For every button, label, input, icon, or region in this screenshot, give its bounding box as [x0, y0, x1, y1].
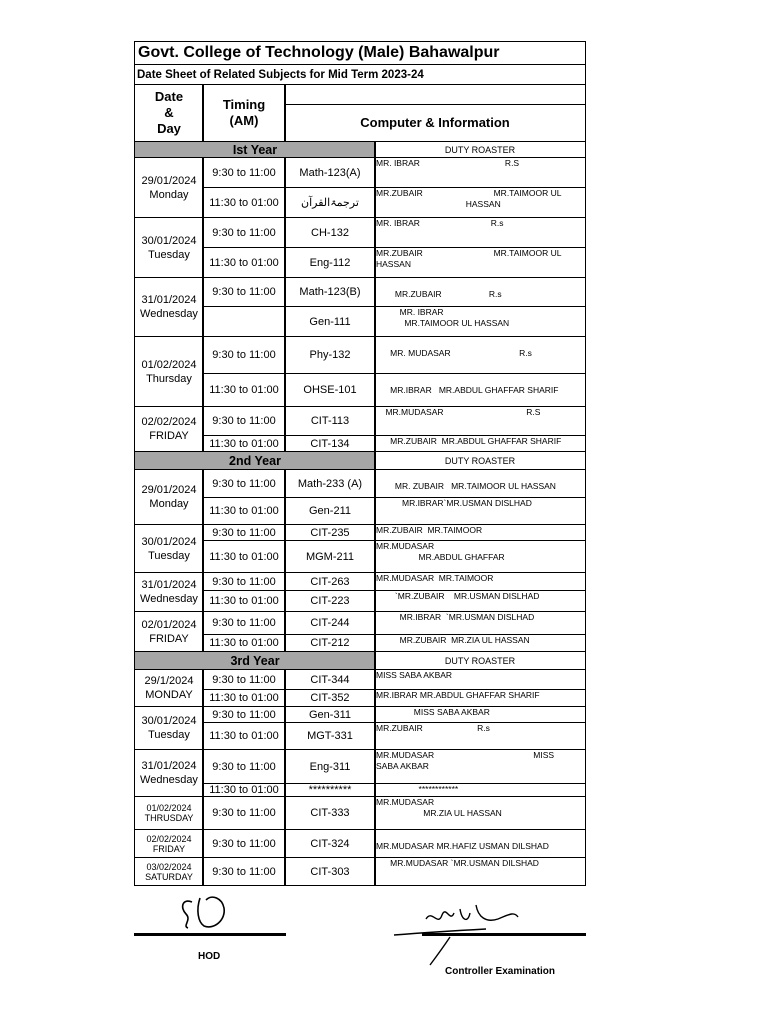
- exam-day: THRUSDAY: [144, 813, 194, 823]
- invigilators-cell: ************: [374, 783, 586, 797]
- invigilators-cell: MR.MUDASAR MISS SABA AKBAR: [374, 749, 586, 784]
- subject-cell: CIT-344: [284, 669, 376, 690]
- date-day-cell: [134, 669, 204, 707]
- subject-cell: CH-132: [284, 217, 376, 248]
- date-day-cell: [134, 829, 204, 858]
- subject-cell: Math-123(A): [284, 157, 376, 188]
- invigilators-cell: MR.ZUBAIR MR.TAIMOOR UL HASSAN: [374, 247, 586, 278]
- timing-cell: 11:30 to 01:00: [202, 540, 286, 573]
- subject-cell: Math-123(B): [284, 277, 376, 307]
- subject-cell: **********: [284, 783, 376, 797]
- timing-cell: 9:30 to 11:00: [202, 796, 286, 830]
- subject-cell: Math-233 (A): [284, 469, 376, 498]
- exam-date: 31/01/2024: [141, 294, 197, 306]
- timing-cell: 11:30 to 01:00: [202, 187, 286, 218]
- invigilators-cell: MISS SABA AKBAR: [374, 669, 586, 690]
- exam-day: FRIDAY: [149, 632, 189, 645]
- year-heading: 3rd Year: [134, 651, 376, 670]
- date-day-cell: [134, 336, 204, 407]
- invigilators-cell: MR.MUDASAR MR.TAIMOOR: [374, 572, 586, 591]
- timing-cell: 11:30 to 01:00: [202, 373, 286, 407]
- invigilators-cell: MR.MUDASAR MR.HAFIZ USMAN DILSHAD: [374, 829, 586, 858]
- timing-cell: [202, 306, 286, 337]
- timing-cell: 11:30 to 01:00: [202, 435, 286, 452]
- duty-roaster-label: DUTY ROASTER: [374, 451, 586, 470]
- invigilators-cell: MR.IBRAR MR.ABDUL GHAFFAR SHARIF: [374, 373, 586, 407]
- timing-cell: 9:30 to 11:00: [202, 524, 286, 541]
- exam-day: Wednesday: [140, 774, 198, 786]
- invigilators-cell: MR.MUDASAR `MR.USMAN DILSHAD: [374, 857, 586, 886]
- hod-label: HOD: [198, 951, 221, 962]
- subject-cell: CIT-134: [284, 435, 376, 452]
- timing-cell: 11:30 to 01:00: [202, 783, 286, 797]
- year-heading: Ist Year: [134, 141, 376, 158]
- exam-day: Wednesday: [140, 593, 198, 605]
- timing-cell: 9:30 to 11:00: [202, 469, 286, 498]
- timing-cell: 9:30 to 11:00: [202, 669, 286, 690]
- timing-cell: 11:30 to 01:00: [202, 590, 286, 612]
- timing-cell: 11:30 to 01:00: [202, 634, 286, 652]
- subject-cell: MGM-211: [284, 540, 376, 573]
- timing-cell: 9:30 to 11:00: [202, 336, 286, 374]
- exam-date: 31/01/2024: [141, 760, 197, 772]
- exam-date: 29/01/2024: [141, 174, 197, 187]
- exam-date: 02/02/2024: [141, 416, 197, 428]
- subject-cell: Gen-111: [284, 306, 376, 337]
- exam-day: FRIDAY: [149, 430, 189, 442]
- subject-cell: CIT-223: [284, 590, 376, 612]
- date-day-cell: [134, 611, 204, 652]
- invigilators-cell: MR.IBRAR `MR.USMAN DISLHAD: [374, 611, 586, 635]
- controller-signature-icon: [390, 893, 530, 967]
- timing-cell: 11:30 to 01:00: [202, 722, 286, 750]
- subject-cell: Eng-112: [284, 247, 376, 278]
- exam-date: 30/01/2024: [141, 234, 197, 247]
- hod-signature-line: [134, 933, 286, 936]
- exam-date: 01/02/2024: [146, 803, 192, 813]
- timing-cell: 9:30 to 11:00: [202, 749, 286, 784]
- timing-cell: 9:30 to 11:00: [202, 857, 286, 886]
- invigilators-cell: MR.ZUBAIR MR.ZIA UL HASSAN: [374, 634, 586, 652]
- exam-date: 31/01/2024: [141, 579, 197, 591]
- date-day-cell: [134, 749, 204, 797]
- timing-cell: 11:30 to 01:00: [202, 689, 286, 707]
- subject-cell: CIT-235: [284, 524, 376, 541]
- subject-cell: CIT-244: [284, 611, 376, 635]
- exam-day: MONDAY: [145, 689, 193, 701]
- controller-label: Controller Examination: [445, 966, 556, 977]
- subject-cell: Eng-311: [284, 749, 376, 784]
- invigilators-cell: MR. IBRAR MR.TAIMOOR UL HASSAN: [374, 306, 586, 337]
- exam-date: 02/02/2024: [146, 833, 192, 844]
- duty-roaster-label: DUTY ROASTER: [374, 651, 586, 670]
- exam-date: 30/01/2024: [141, 535, 197, 548]
- invigilators-cell: MR. IBRAR R.s: [374, 217, 586, 248]
- invigilators-cell: MR.ZUBAIR R.s: [374, 277, 586, 307]
- exam-date: 01/02/2024: [141, 358, 197, 371]
- subject-cell: CIT-324: [284, 829, 376, 858]
- year-heading: 2nd Year: [134, 451, 376, 470]
- exam-day: SATURDAY: [145, 871, 193, 882]
- exam-day: Tuesday: [148, 248, 190, 261]
- timing-cell: 9:30 to 11:00: [202, 829, 286, 858]
- subject-cell: CIT-352: [284, 689, 376, 707]
- timing-cell: 11:30 to 01:00: [202, 497, 286, 525]
- invigilators-cell: MR.MUDASAR R.S: [374, 406, 586, 436]
- subject-cell: CIT-212: [284, 634, 376, 652]
- invigilators-cell: MR.ZUBAIR MR.TAIMOOR: [374, 524, 586, 541]
- exam-day: Tuesday: [148, 729, 190, 741]
- date-day-cell: [134, 706, 204, 750]
- subject-cell: CIT-303: [284, 857, 376, 886]
- subject-cell: ترجمۃالقرآن: [284, 187, 376, 218]
- date-day-cell: [134, 217, 204, 278]
- exam-date: 03/02/2024: [146, 861, 192, 872]
- timing-cell: 11:30 to 01:00: [202, 247, 286, 278]
- invigilators-cell: MISS SABA AKBAR: [374, 706, 586, 723]
- exam-day: Wednesday: [140, 308, 198, 320]
- controller-signature-line: [422, 933, 586, 936]
- date-day-cell: [134, 406, 204, 452]
- exam-date: 30/01/2024: [141, 715, 197, 727]
- invigilators-cell: MR.ZUBAIR R.s: [374, 722, 586, 750]
- exam-date: 29/1/2024: [144, 675, 194, 687]
- timing-cell: 9:30 to 11:00: [202, 157, 286, 188]
- date-day-cell: [134, 524, 204, 573]
- invigilators-cell: MR. ZUBAIR MR.TAIMOOR UL HASSAN: [374, 469, 586, 498]
- invigilators-cell: MR. MUDASAR R.s: [374, 336, 586, 374]
- date-day-cell: [134, 469, 204, 525]
- exam-day: Thursday: [146, 372, 192, 385]
- timing-cell: 9:30 to 11:00: [202, 217, 286, 248]
- invigilators-cell: MR.ZUBAIR MR.TAIMOOR UL HASSAN: [374, 187, 586, 218]
- page-subtitle: Date Sheet of Related Subjects for Mid Term 2023-24: [134, 64, 586, 85]
- subject-cell: CIT-263: [284, 572, 376, 591]
- timing-cell: 9:30 to 11:00: [202, 611, 286, 635]
- subject-cell: Gen-211: [284, 497, 376, 525]
- date-day-cell: [134, 157, 204, 218]
- invigilators-cell: MR.MUDASAR MR.ZIA UL HASSAN: [374, 796, 586, 830]
- date-day-cell: [134, 796, 204, 830]
- invigilators-cell: MR.IBRAR MR.ABDUL GHAFFAR SHARIF: [374, 689, 586, 707]
- subject-cell: CIT-333: [284, 796, 376, 830]
- page-title: Govt. College of Technology (Male) Bahawalpur: [134, 41, 586, 65]
- duty-roaster-label: DUTY ROASTER: [374, 141, 586, 158]
- header-department: Computer & Information: [284, 104, 586, 142]
- exam-day: Monday: [149, 188, 189, 201]
- invigilators-cell: MR.MUDASAR MR.ABDUL GHAFFAR: [374, 540, 586, 573]
- subject-cell: CIT-113: [284, 406, 376, 436]
- header-date-day: Date & Day: [134, 84, 204, 142]
- invigilators-cell: `MR.ZUBAIR MR.USMAN DISLHAD: [374, 590, 586, 612]
- exam-day: Tuesday: [148, 549, 190, 562]
- invigilators-cell: MR. IBRAR R.S: [374, 157, 586, 188]
- subject-cell: Phy-132: [284, 336, 376, 374]
- timing-cell: 9:30 to 11:00: [202, 406, 286, 436]
- timing-cell: 9:30 to 11:00: [202, 706, 286, 723]
- invigilators-cell: MR.IBRAR`MR.USMAN DISLHAD: [374, 497, 586, 525]
- exam-day: Monday: [149, 498, 189, 510]
- timing-cell: 9:30 to 11:00: [202, 572, 286, 591]
- date-day-cell: [134, 277, 204, 337]
- header-timing: Timing (AM): [202, 84, 286, 142]
- subject-cell: MGT-331: [284, 722, 376, 750]
- subject-cell: Gen-311: [284, 706, 376, 723]
- header-blank-cell: [284, 84, 586, 105]
- date-day-cell: [134, 857, 204, 886]
- exam-date: 02/01/2024: [141, 618, 197, 631]
- exam-day: FRIDAY: [152, 843, 186, 854]
- invigilators-cell: MR.ZUBAIR MR.ABDUL GHAFFAR SHARIF: [374, 435, 586, 452]
- date-day-cell: [134, 572, 204, 612]
- subject-cell: OHSE-101: [284, 373, 376, 407]
- exam-date: 29/01/2024: [141, 484, 197, 496]
- timing-cell: 9:30 to 11:00: [202, 277, 286, 307]
- hod-signature-icon: [170, 888, 260, 936]
